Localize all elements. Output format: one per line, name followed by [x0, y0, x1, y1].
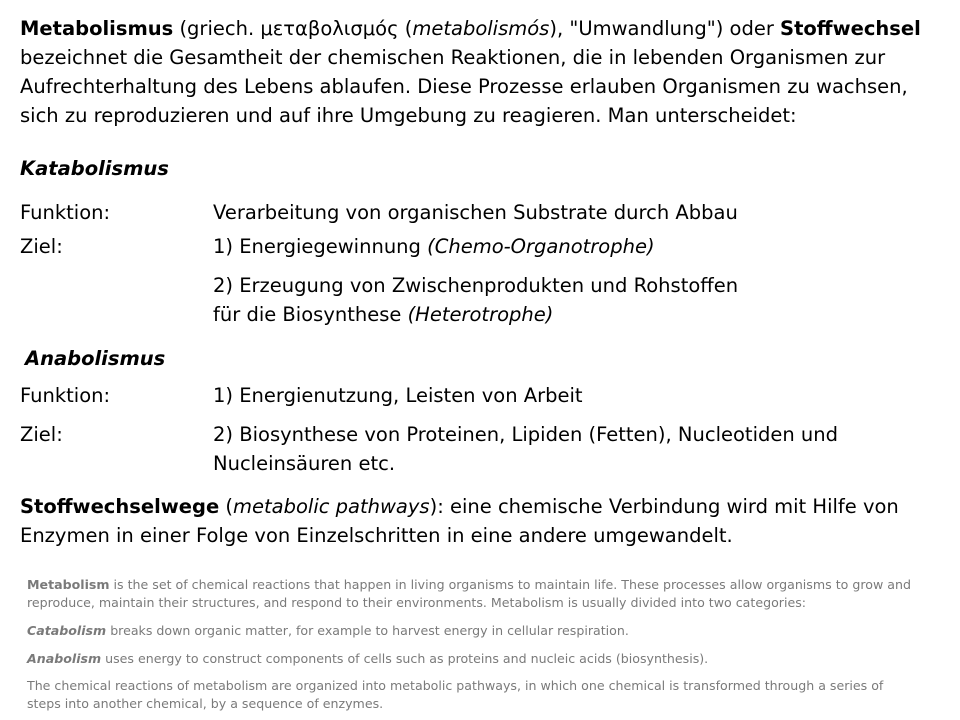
intro-text-1: (griech.	[173, 17, 261, 40]
anabolismus-ziel-label: Ziel:	[20, 423, 63, 446]
katabolismus-ziel-2-line-2-text: für die Biosynthese	[213, 303, 408, 326]
pathways-paragraph	[20, 492, 940, 550]
greek-word: μεταβολισμός	[260, 17, 399, 40]
pathways-text-1: (	[219, 495, 233, 518]
katabolismus-funktion-value: Verarbeitung von organischen Substrate durch Abbau	[213, 201, 738, 224]
transliteration: metabolismós	[412, 17, 550, 40]
english-term-catabolism: Catabolism	[27, 623, 107, 638]
english-paragraph-1	[27, 576, 912, 612]
english-term-metabolism: Metabolism	[27, 577, 110, 592]
katabolismus-heading: Katabolismus	[20, 157, 169, 180]
katabolismus-ziel-1	[213, 232, 913, 261]
katabolismus-ziel-1-italic: (Chemo-Organotrophe)	[427, 235, 655, 258]
english-text-3: uses energy to construct components of cells such as proteins and nucleic acids (biosynthesis).	[101, 651, 709, 666]
term-metabolismus: Metabolismus	[20, 17, 174, 40]
pathways-text-2: ): eine chemische Verbindung wird mit Hilfe von Enzymen in einer Folge von Einzelschritten in eine andere umgewandelt.	[20, 495, 899, 547]
katabolismus-ziel-label: Ziel:	[20, 235, 63, 258]
intro-paragraph	[20, 14, 940, 130]
anabolismus-funktion-label: Funktion:	[20, 384, 111, 407]
intro-text-4: bezeichnet die Gesamtheit der chemischen Reaktionen, die in lebenden Organismen zur Aufrechterhaltung des Lebens ablaufen. Diese Prozesse erlauben Organismen zu wachsen, sich zu reproduzieren und auf ihre Umgebung zu reagieren. Man unterscheidet:	[20, 46, 908, 127]
english-paragraph-2	[27, 622, 912, 640]
english-text-2: breaks down organic matter, for example to harvest energy in cellular respiration.	[106, 623, 629, 638]
katabolismus-funktion-label: Funktion:	[20, 201, 111, 224]
pathways-italic: metabolic pathways	[233, 495, 430, 518]
intro-text-3: ), "Umwandlung") oder	[549, 17, 781, 40]
katabolismus-ziel-2-line-2	[213, 300, 913, 329]
katabolismus-ziel-2-line-2-italic: (Heterotrophe)	[407, 303, 554, 326]
anabolismus-ziel-value: 2) Biosynthese von Proteinen, Lipiden (Fetten), Nucleotiden und Nucleinsäuren etc.	[213, 423, 839, 475]
anabolismus-funktion-value: 1) Energienutzung, Leisten von Arbeit	[213, 384, 583, 407]
english-paragraph-4: The chemical reactions of metabolism are organized into metabolic pathways, in which one chemical is transformed through a series of steps into another chemical, by a sequence of enzymes.	[27, 678, 884, 711]
intro-text-2: (	[398, 17, 413, 40]
katabolismus-ziel-2-line-1: 2) Erzeugung von Zwischenprodukten und Rohstoffen	[213, 274, 739, 297]
term-stoffwechselwege: Stoffwechselwege	[20, 495, 220, 518]
anabolismus-heading: Anabolismus	[25, 347, 166, 370]
english-term-anabolism: Anabolism	[27, 651, 102, 666]
english-text-1: is the set of chemical reactions that happen in living organisms to maintain life. These processes allow organisms to grow and reproduce, maintain their structures, and respond to their environments. Metabolism is usually divided into two categories:	[27, 577, 911, 610]
english-paragraph-3	[27, 650, 912, 668]
term-stoffwechsel: Stoffwechsel	[780, 17, 921, 40]
katabolismus-ziel-1-text: 1) Energiegewinnung	[213, 235, 428, 258]
